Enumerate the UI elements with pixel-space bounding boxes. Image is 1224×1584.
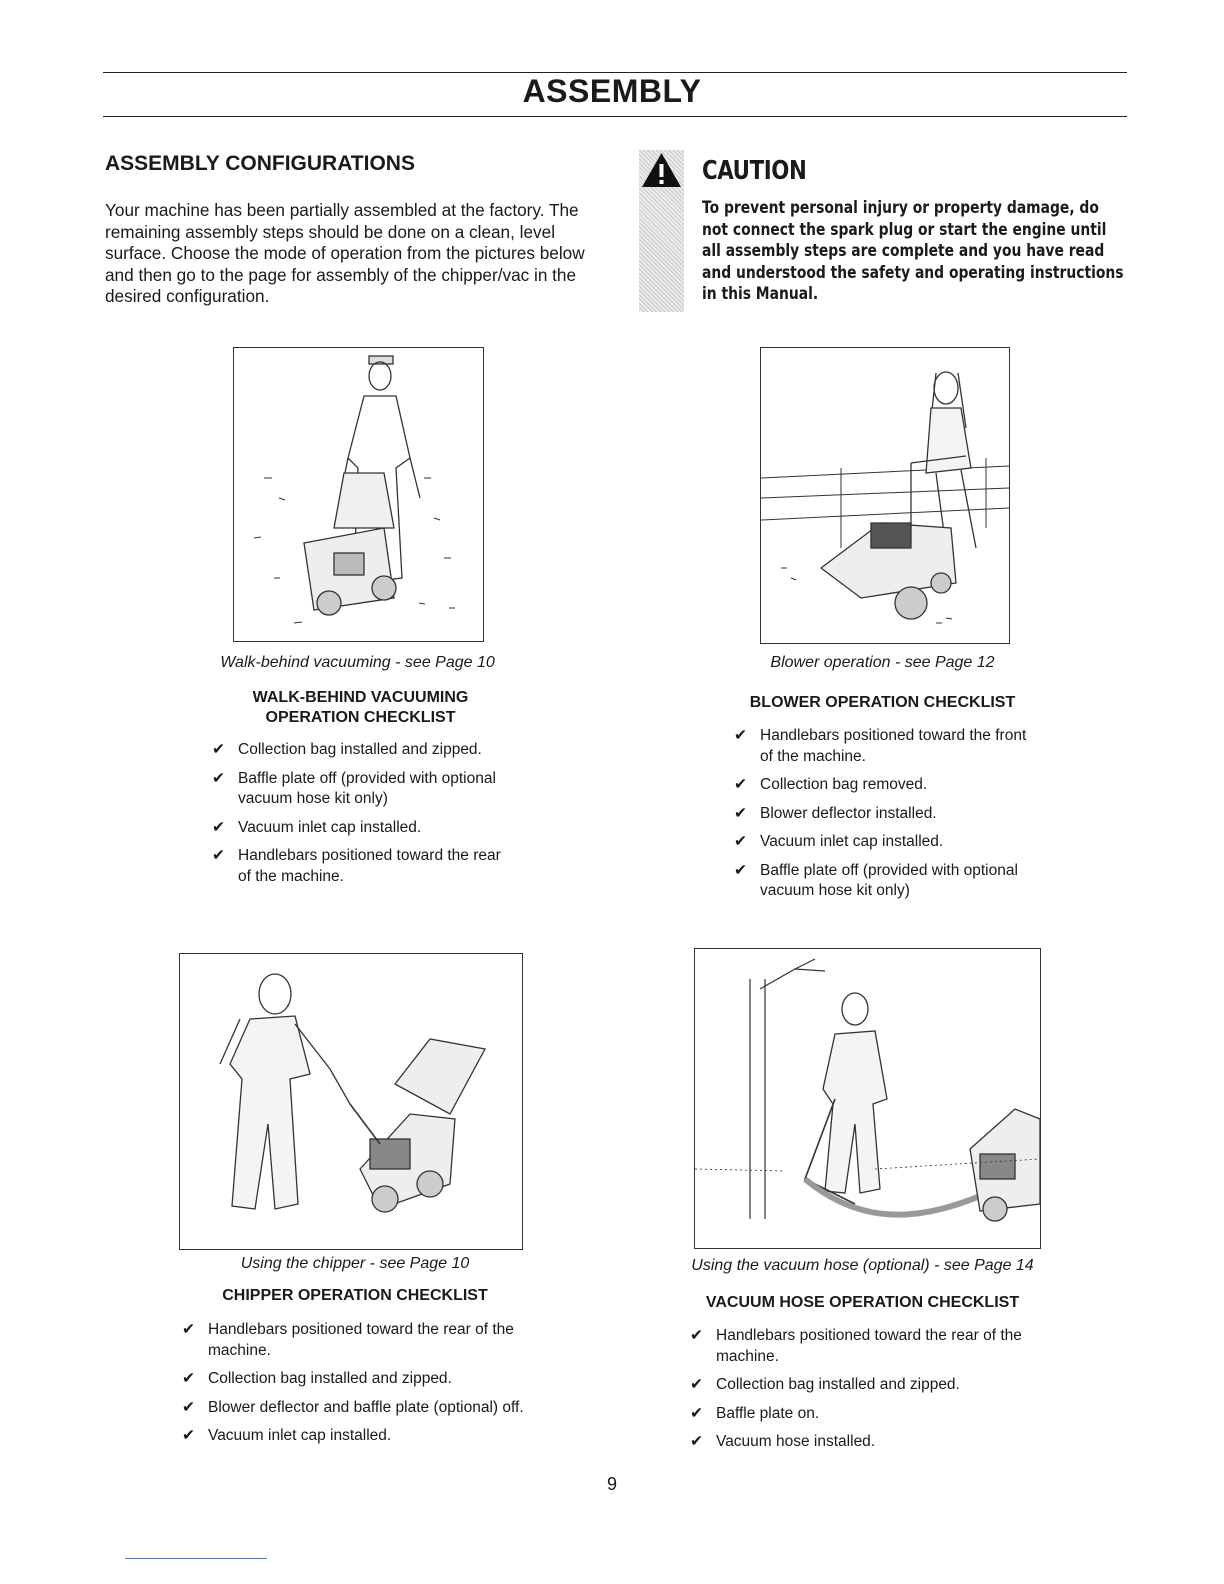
vacuum-hose-illustration <box>694 948 1041 1249</box>
list-item: ✔ Collection bag installed and zipped. <box>182 1369 547 1390</box>
chipper-caption: Using the chipper - see Page 10 <box>240 1255 470 1272</box>
vacuum-hose-caption: Using the vacuum hose (optional) - see Page 14 <box>691 1257 1034 1274</box>
page-title: ASSEMBLY <box>522 73 702 109</box>
vacuum-hose-checklist-title: VACUUM HOSE OPERATION CHECKLIST <box>705 1294 1020 1311</box>
blower-caption: Blower operation - see Page 12 <box>770 654 995 671</box>
intro-paragraph: Your machine has been partially assembled at the factory. The remaining assembly steps should be done on a clean, level surface. Choose the mode of operation from the pictures below and then go to the page for assembly of the chipper/vac in the desired configuration. <box>105 200 585 306</box>
checkmark-icon: ✔ <box>182 1370 195 1387</box>
checkmark-icon: ✔ <box>734 776 747 793</box>
caution-text: To prevent personal injury or property damage, do not connect the spark plug or start the engine until all assembly steps are complete and you have read and understood the safety and operating instructions in this Manual. <box>702 198 1124 304</box>
list-item: ✔ Handlebars positioned toward the rear of the machine. <box>690 1327 1022 1365</box>
list-item: ✔ Collection bag installed and zipped. <box>212 740 512 761</box>
list-item: ✔ Baffle plate off (provided with optional vacuum hose kit only) <box>734 861 1018 899</box>
checkmark-icon: ✔ <box>182 1321 195 1338</box>
list-item: ✔ Vacuum inlet cap installed. <box>182 1426 547 1447</box>
checkmark-icon: ✔ <box>734 833 747 850</box>
walk-behind-checklist-title: WALK-BEHIND VACUUMING OPERATION CHECKLIST <box>252 689 469 726</box>
caution-bar <box>639 150 684 312</box>
checkmark-icon: ✔ <box>734 861 747 879</box>
list-item: ✔ Collection bag removed. <box>734 775 1034 796</box>
list-item: ✔ Collection bag installed and zipped. <box>690 1375 1065 1396</box>
checkmark-icon: ✔ <box>212 741 225 758</box>
list-item: ✔ Baffle plate on. <box>690 1404 1065 1425</box>
walk-behind-caption: Walk-behind vacuuming - see Page 10 <box>220 654 495 671</box>
caution-title: CAUTION <box>702 156 807 186</box>
vacuum-hose-checklist <box>690 1326 1065 1461</box>
checkmark-icon: ✔ <box>690 1376 703 1393</box>
list-item: ✔ Vacuum inlet cap installed. <box>734 832 1034 853</box>
checkmark-icon: ✔ <box>212 769 225 787</box>
page-number: 9 <box>606 1474 617 1494</box>
walk-behind-checklist <box>212 740 512 895</box>
checkmark-icon: ✔ <box>182 1427 195 1444</box>
checkmark-icon: ✔ <box>690 1433 703 1450</box>
checkmark-icon: ✔ <box>182 1398 195 1416</box>
chipper-checklist-title: CHIPPER OPERATION CHECKLIST <box>222 1287 488 1304</box>
list-item: ✔ Handlebars positioned toward the rear of the machine. <box>182 1321 514 1359</box>
warning-icon <box>639 150 684 190</box>
list-item: ✔ Handlebars positioned toward the rear of the machine. <box>212 847 501 885</box>
checkmark-icon: ✔ <box>690 1404 703 1422</box>
footer-line <box>125 1558 267 1559</box>
list-item: ✔ Blower deflector and baffle plate (optional) off. <box>182 1398 547 1419</box>
blower-illustration <box>760 347 1010 644</box>
list-item: ✔ Vacuum inlet cap installed. <box>212 818 512 839</box>
chipper-illustration <box>179 953 523 1250</box>
header-bottom-rule <box>103 116 1127 117</box>
blower-checklist <box>734 726 1034 910</box>
checkmark-icon: ✔ <box>212 847 225 864</box>
list-item: ✔ Vacuum hose installed. <box>690 1432 1065 1453</box>
chipper-checklist <box>182 1320 547 1455</box>
checkmark-icon: ✔ <box>212 818 225 836</box>
list-item: ✔ Baffle plate off (provided with optional vacuum hose kit only) <box>212 769 496 807</box>
checkmark-icon: ✔ <box>734 804 747 822</box>
list-item: ✔ Blower deflector installed. <box>734 804 1034 825</box>
checkmark-icon: ✔ <box>690 1327 703 1344</box>
section-title: ASSEMBLY CONFIGURATIONS <box>105 152 415 175</box>
list-item: ✔ Handlebars positioned toward the front of the machine. <box>734 727 1027 765</box>
walk-behind-illustration <box>233 347 484 642</box>
checkmark-icon: ✔ <box>734 727 747 744</box>
blower-checklist-title: BLOWER OPERATION CHECKLIST <box>749 694 1016 711</box>
